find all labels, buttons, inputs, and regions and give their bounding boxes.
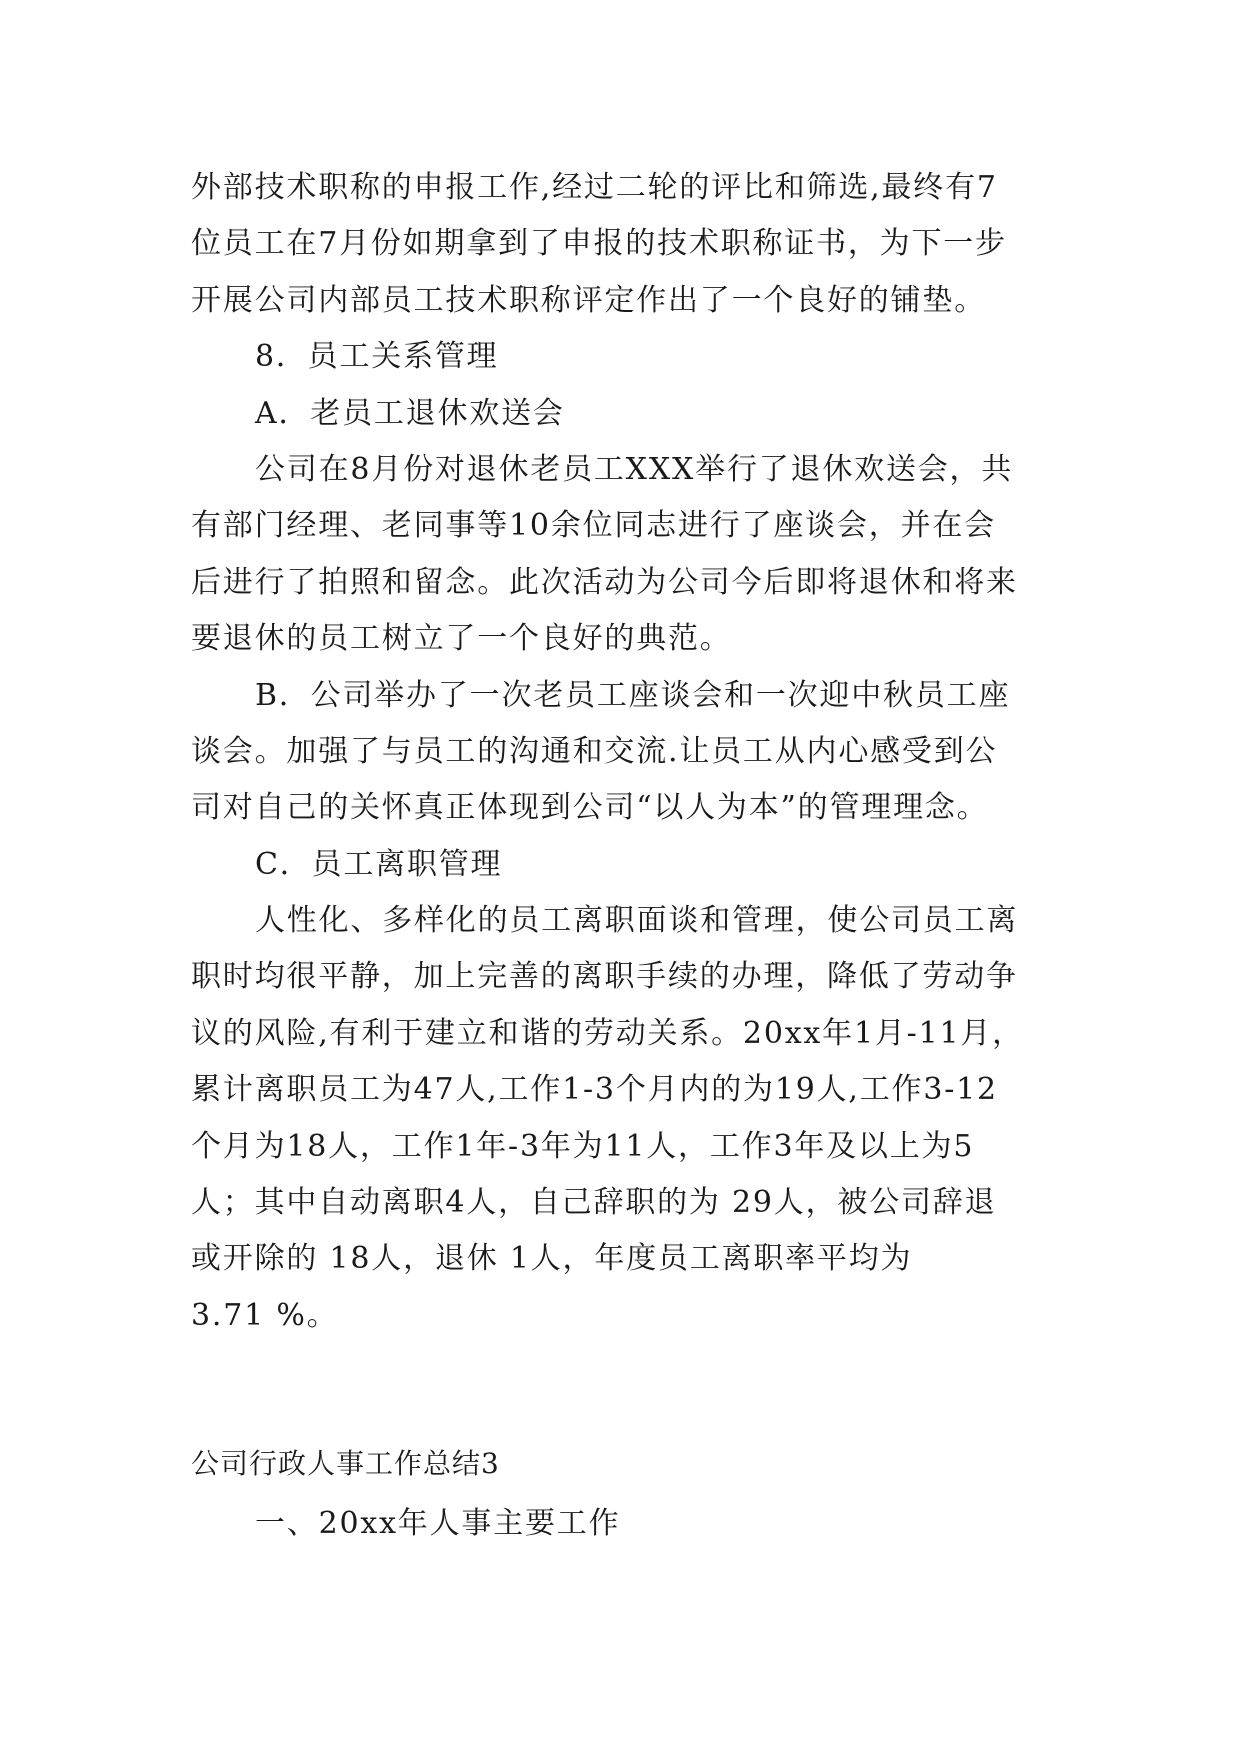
subheading-retirement-party: A．老员工退休欢送会: [255, 395, 565, 431]
heading-employee-relations: 8．员工关系管理: [255, 339, 499, 375]
text-line: 外部技术职称的申报工作,经过二轮的评比和筛选,最终有7: [191, 170, 998, 205]
section-title: 公司行政人事工作总结3: [191, 1447, 500, 1480]
text-line: 个月为18人，工作1年-3年为11人，工作3年及以上为5: [191, 1128, 975, 1164]
section-subheading: 一、20xx年人事主要工作: [255, 1506, 621, 1541]
text-line: 谈会。加强了与员工的沟通和交流.让员工从内心感受到公: [191, 733, 998, 769]
text-line: 位员工在7月份如期拿到了申报的技术职称证书，为下一步: [191, 226, 1007, 262]
subheading-resignation-management: C．员工离职管理: [255, 846, 503, 882]
text-line: 要退休的员工树立了一个良好的典范。: [191, 621, 732, 657]
text-line: 议的风险,有利于建立和谐的劳动关系。20xx年1月-11月，: [191, 1015, 1024, 1051]
text-line: 或开除的 18人，退休 1人，年度员工离职率平均为: [191, 1241, 913, 1277]
text-line: 累计离职员工为47人,工作1-3个月内的为19人,工作3-12: [191, 1072, 998, 1108]
text-line: 司对自己的关怀真正体现到公司“以人为本”的管理理念。: [191, 790, 989, 826]
text-line: 3.71 %。: [191, 1297, 339, 1333]
text-line: 人；其中自动离职4人，自己辞职的为 29人，被公司辞退: [191, 1185, 997, 1221]
text-line: 开展公司内部员工技术职称评定作出了一个良好的铺垫。: [191, 282, 986, 318]
text-line: B．公司举办了一次老员工座谈会和一次迎中秋员工座: [255, 677, 1011, 713]
text-line: 公司在8月份对退休老员工XXX举行了退休欢送会，共: [255, 451, 1014, 487]
text-line: 有部门经理、老同事等10余位同志进行了座谈会，并在会: [191, 508, 996, 544]
document-body: [191, 160, 1061, 1344]
text-line: 职时均很平静，加上完善的离职手续的办理，降低了劳动争: [191, 959, 1018, 995]
text-line: 人性化、多样化的员工离职面谈和管理，使公司员工离: [255, 903, 1019, 939]
text-line: 后进行了拍照和留念。此次活动为公司今后即将退休和将来: [191, 564, 1018, 600]
